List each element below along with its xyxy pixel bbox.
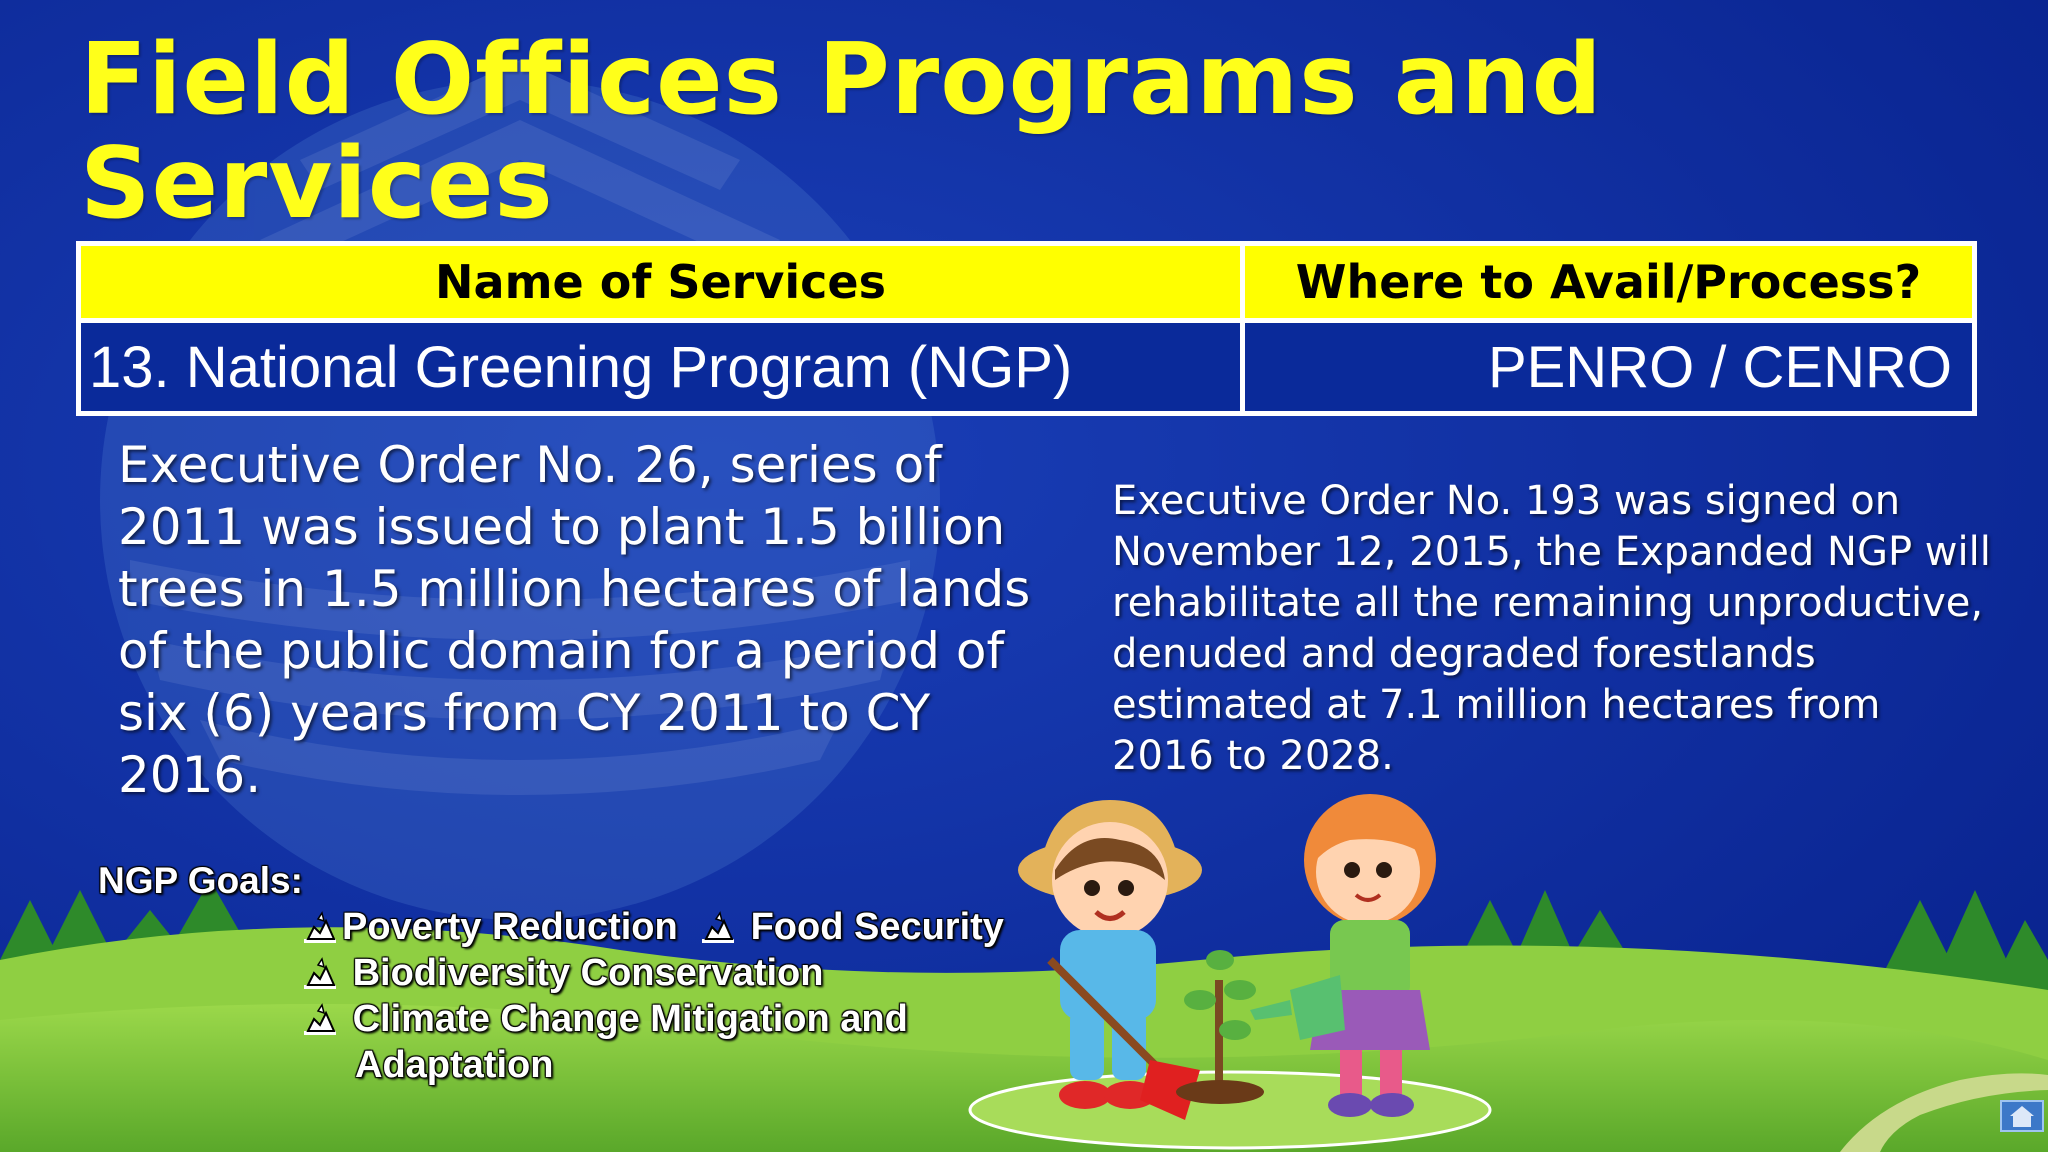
eo26-paragraph: Executive Order No. 26, series of 2011 was issued to plant 1.5 billion trees in 1.5 million hectares of lands of the public domain for a period of six (6) years from CY 2011 to CY 2016.: [118, 436, 1031, 804]
tree-planting-icon: [300, 955, 340, 991]
service-name-cell: 13. National Greening Program (NGP): [79, 321, 1243, 414]
table-row: [79, 321, 1975, 414]
office-cell: PENRO / CENRO: [1243, 321, 1975, 414]
column-header-name: Name of Services: [79, 244, 1243, 321]
home-button[interactable]: [2000, 1100, 2044, 1132]
goals-label: NGP Goals:: [98, 860, 303, 901]
home-icon: [2002, 1102, 2042, 1130]
tree-planting-icon: [300, 909, 340, 945]
goal-item: Food Security: [698, 906, 1004, 949]
eo193-paragraph: Executive Order No. 193 was signed on November 12, 2015, the Expanded NGP will rehabilitate all the remaining unproductive, denuded and degraded forestlands estimated at 7.1 million hectares from 2016 to 2028.: [1112, 478, 1991, 779]
goal-item-continuation: Adaptation: [355, 1044, 554, 1086]
goal-item: Climate Change Mitigation and: [300, 998, 908, 1041]
goal-item: Poverty Reduction: [300, 906, 678, 949]
goal-item: Biodiversity Conservation: [300, 952, 823, 995]
tree-planting-icon: [698, 909, 738, 945]
tree-planting-icon: [300, 1001, 340, 1037]
slide-title: Field Offices Programs and Services: [80, 23, 1603, 241]
table-header-row: [79, 244, 1975, 321]
services-table: [76, 241, 1977, 416]
column-header-where: Where to Avail/Process?: [1243, 244, 1975, 321]
